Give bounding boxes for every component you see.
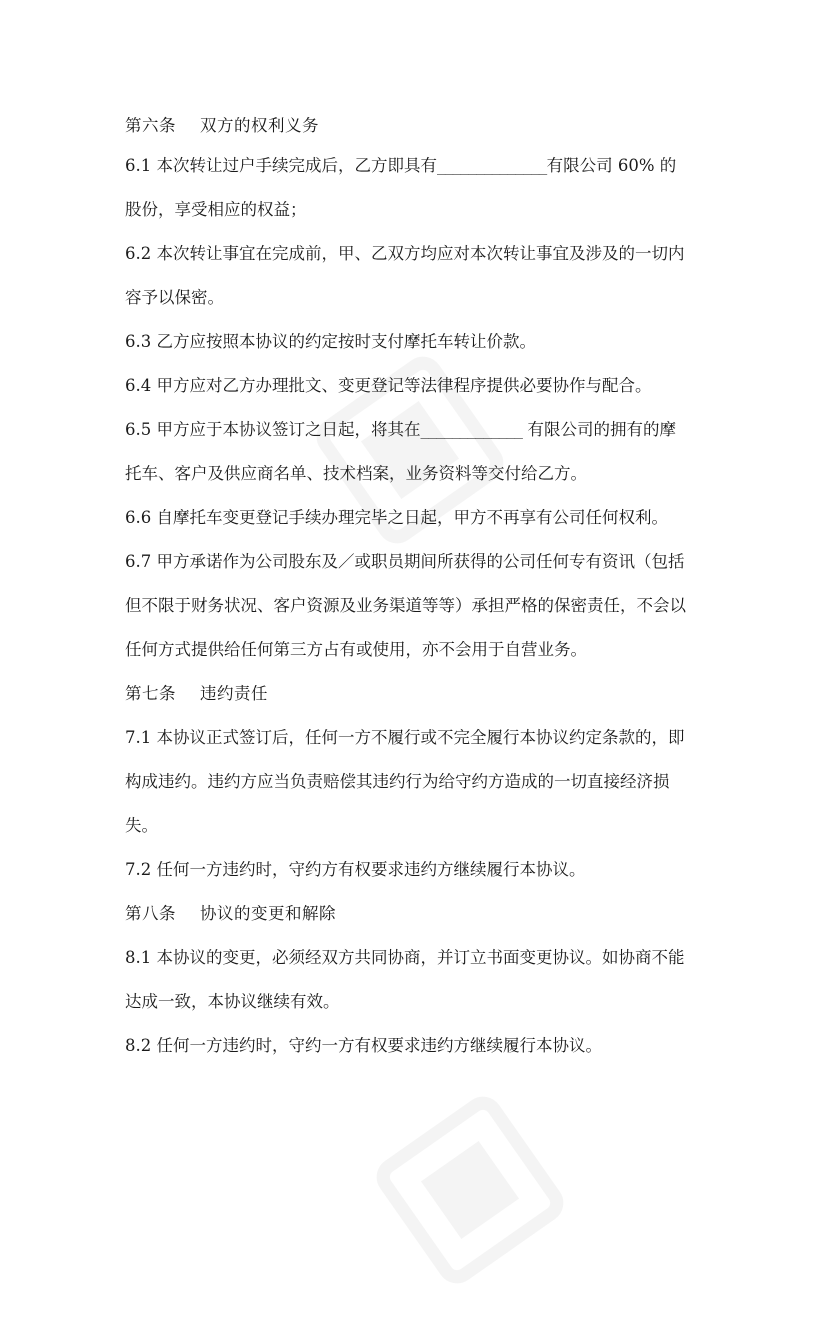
article-7-heading [125,684,268,704]
fill-in-blank: ______________ [437,159,547,175]
clause-6-7-line-1: 6.7 甲方承诺作为公司股东及／或职员期间所获得的公司任何专有资讯（包括 [125,552,685,571]
clause-6-3-line-1: 6.3 乙方应按照本协议的约定按时支付摩托车转让价款。 [125,332,536,351]
article-8-heading [125,904,336,924]
clause-6-1-line-2: 股份，享受相应的权益； [125,200,307,219]
clause-6-2-line-2: 容予以保密。 [125,288,224,307]
clause-7-1-line-2: 构成违约。违约方应当负责赔偿其违约行为给守约方造成的一切直接经济损 [125,772,670,791]
clause-8-1-line-1: 8.1 本协议的变更，必须经双方共同协商，并订立书面变更协议。如协商不能 [125,948,685,967]
article-number: 第六条 [125,116,176,135]
clause-6-2-line-1: 6.2 本次转让事宜在完成前，甲、乙双方均应对本次转让事宜及涉及的一切内 [125,244,685,263]
clause-8-1-line-2: 达成一致，本协议继续有效。 [125,992,340,1011]
clause-7-1-line-1: 7.1 本协议正式签订后，任何一方不履行或不完全履行本协议约定条款的，即 [125,728,685,747]
clause-text: 有限公司 60% 的 [546,156,677,175]
article-title: 违约责任 [200,684,268,703]
clause-7-2-line-1: 7.2 任何一方违约时，守约方有权要求违约方继续履行本协议。 [125,860,586,879]
clause-6-1-line-1 [125,156,676,177]
clause-text: 6.5 甲方应于本协议签订之日起，将其在 [125,420,421,439]
clause-6-4-line-1: 6.4 甲方应对乙方办理批文、变更登记等法律程序提供必要协作与配合。 [125,376,652,395]
article-number: 第八条 [125,904,176,923]
article-6-heading [125,116,319,136]
article-title: 协议的变更和解除 [200,904,336,923]
clause-text: 有限公司的拥有的摩 [522,420,677,439]
article-number: 第七条 [125,684,176,703]
clause-6-5-line-1 [125,420,676,441]
document-watermark-icon [317,1037,623,1343]
article-title: 双方的权利义务 [200,116,319,135]
clause-text: 6.1 本次转让过户手续完成后，乙方即具有 [125,156,437,175]
clause-6-7-line-3: 任何方式提供给任何第三方占有或使用，亦不会用于自营业务。 [125,640,587,659]
fill-in-blank: _____________ [420,423,523,439]
clause-8-2-line-1: 8.2 任何一方违约时，守约一方有权要求违约方继续履行本协议。 [125,1036,602,1055]
clause-6-7-line-2: 但不限于财务状况、客户资源及业务渠道等等）承担严格的保密责任，不会以 [125,596,686,615]
clause-7-1-line-3: 失。 [125,816,158,835]
clause-6-6-line-1: 6.6 自摩托车变更登记手续办理完毕之日起，甲方不再享有公司任何权利。 [125,508,668,527]
clause-6-5-line-2: 托车、客户及供应商名单、技术档案，业务资料等交付给乙方。 [125,464,587,483]
